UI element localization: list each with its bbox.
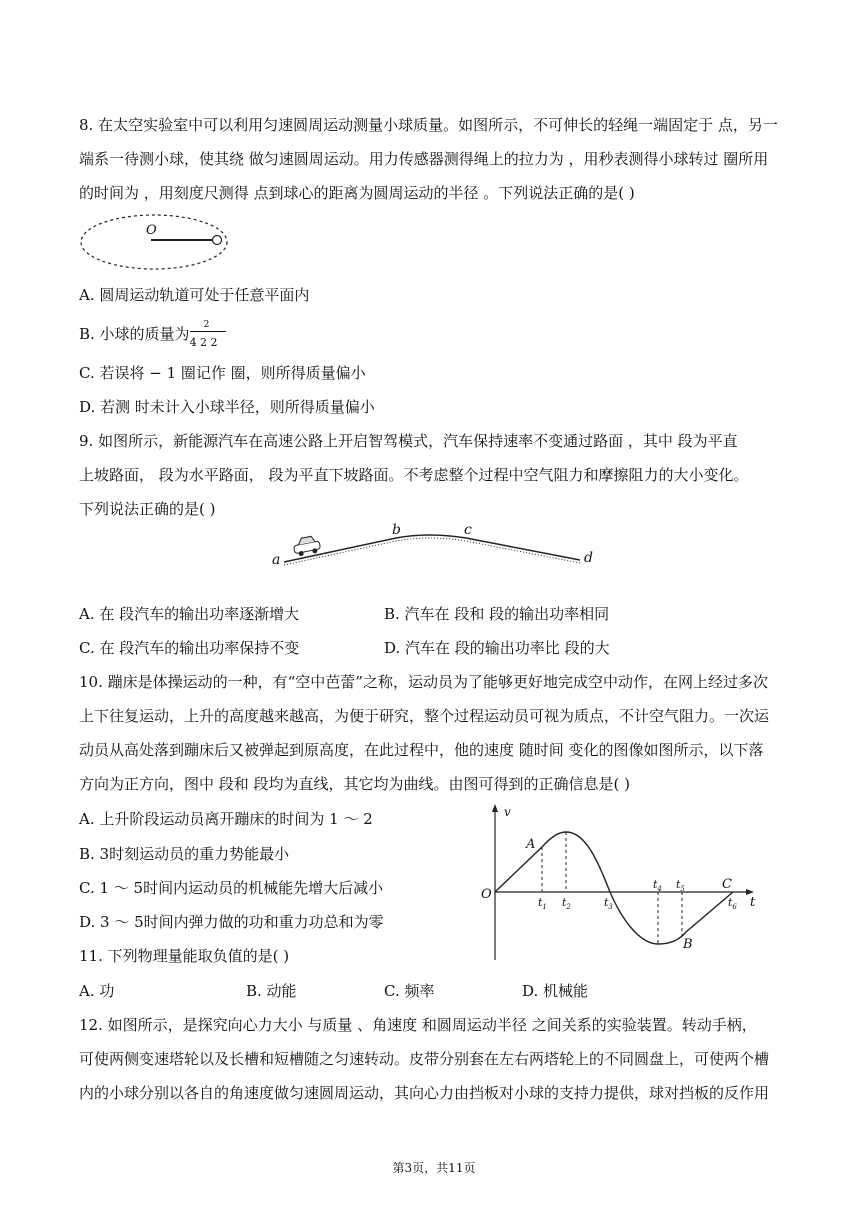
q10-stem-line-1: 10. 蹦床是体操运动的一种，有“空中芭蕾”之称，运动员为了能够更好地完成空中动作，在网上经过多次: [79, 673, 768, 691]
q11-option-d: D. 机械能: [522, 982, 589, 1000]
q9-option-c: C. 在 段汽车的输出功率保持不变: [79, 639, 300, 657]
q8-circular-motion-figure: [78, 212, 238, 274]
q9-option-b: B. 汽车在 段和 段的输出功率相同: [384, 605, 610, 623]
q11-option-a: A. 功: [79, 982, 115, 1000]
q9-stem-line-1: 9. 如图所示，新能源汽车在高速公路上开启智驾模式，汽车保持速率不变通过路面 ，其中 段为平直: [79, 432, 738, 450]
q8-option-a: A. 圆周运动轨道可处于任意平面内: [79, 286, 310, 304]
q9-label-b: b: [392, 522, 401, 538]
q10-option-d: D. 3 ～ 5时间内弹力做的功和重力功总和为零: [79, 913, 384, 931]
q12-stem-line-3: 内的小球分别以各自的角速度做匀速圆周运动，其向心力由挡板对小球的支持力提供，球对挡板的反作用: [79, 1084, 770, 1102]
q8-option-c: C. 若误将 − 1 圈记作 圈，则所得质量偏小: [79, 364, 366, 382]
q8-option-b-fraction: [189, 320, 226, 349]
q10-t-label: t: [750, 895, 756, 910]
q9-label-a: a: [272, 552, 281, 568]
page-footer: 第3页，共11页: [392, 1161, 476, 1175]
q8-ball: [213, 236, 222, 245]
q8-stem-line-1: 8. 在太空实验室中可以利用匀速圆周运动测量小球质量。如图所示，不可伸长的轻绳一端固定于 点，另一: [79, 116, 778, 134]
q9-option-a: A. 在 段汽车的输出功率逐渐增大: [79, 605, 300, 623]
q10-velocity-time-graph: [478, 802, 768, 962]
q8-option-b-text: B. 小球的质量为: [79, 325, 190, 343]
q9-car: [292, 535, 321, 557]
q11-stem: 11. 下列物理量能取负值的是( ): [79, 947, 290, 965]
q8-point-o-label: O: [146, 223, 157, 238]
q10-stem-line-2: 上下往复运动，上升的高度越来越高，为便于研究，整个过程运动员可视为质点，不计空气阻力。一次运: [79, 707, 770, 725]
q12-stem-line-2: 可使两侧变速塔轮以及长槽和短槽随之匀速转动。皮带分别套在左右两塔轮上的不同圆盘上，可使两个槽: [79, 1050, 770, 1068]
q10-v-axis-arrow: [492, 804, 498, 812]
q8-fraction-bar: [190, 331, 226, 332]
q9-road-figure: [268, 520, 598, 576]
q10-tick-t3: $t_3$: [604, 896, 613, 911]
q10-point-c-label: C: [722, 877, 732, 892]
q12-stem-line-1: 12. 如图所示，是探究向心力大小 与质量 、角速度 和圆周运动半径 之间关系的实验装置。转动手柄，: [79, 1016, 757, 1034]
q9-stem-line-3: 下列说法正确的是( ): [79, 500, 216, 518]
q11-option-b: B. 动能: [246, 982, 297, 1000]
q9-option-d: D. 汽车在 段的输出功率比 段的大: [384, 639, 610, 657]
q10-option-a: A. 上升阶段运动员离开蹦床的时间为 1 ～ 2: [79, 810, 373, 828]
q9-label-c: c: [464, 522, 472, 538]
q10-stem-line-4: 方向为正方向，图中 段和 段均为直线，其它均为曲线。由图可得到的正确信息是( ): [79, 775, 631, 793]
q10-tick-t4: $t_4$: [653, 878, 662, 893]
q8-stem-line-3: 的时间为 ，用刻度尺测得 点到球心的距离为圆周运动的半径 。下列说法正确的是( ): [79, 184, 635, 202]
q11-option-c: C. 频率: [384, 982, 435, 1000]
q10-v-label: v: [504, 805, 511, 819]
q10-tick-t2: $t_2$: [562, 896, 571, 911]
q10-tick-t6: $t_6$: [728, 896, 737, 911]
q10-tick-labels: [538, 878, 737, 911]
q8-option-b: [79, 320, 226, 349]
q10-origin-label: O: [481, 887, 492, 902]
q8-option-d: D. 若测 时未计入小球半径，则所得质量偏小: [79, 398, 375, 416]
q8-fraction-numerator: 2: [203, 320, 210, 330]
q9-road-surface: [284, 535, 580, 562]
q10-point-a-label: A: [526, 837, 536, 852]
q10-stem-line-3: 动员从高处落到蹦床后又被弹起到原高度，在此过程中，他的速度 随时间 变化的图像如图所示，以下落: [79, 741, 764, 759]
q10-option-c: C. 1 ～ 5时间内运动员的机械能先增大后减小: [79, 879, 384, 897]
q9-stem-line-2: 上坡路面， 段为水平路面， 段为平直下坡路面。不考虑整个过程中空气阻力和摩擦阻力的大小变化。: [79, 466, 749, 484]
q8-stem-line-2: 端系一待测小球，使其绕 做匀速圆周运动。用力传感器测得绳上的拉力为 ，用秒表测得小球转过 圈所用: [79, 150, 769, 168]
q10-tick-t5: $t_5$: [676, 878, 685, 893]
q10-tick-t1: $t_1$: [538, 896, 547, 911]
q9-label-d: d: [584, 550, 593, 566]
q10-point-b-label: B: [683, 937, 693, 952]
q10-option-b: B. 3时刻运动员的重力势能最小: [79, 845, 290, 863]
q8-fraction-denominator: 4 2 2: [189, 336, 218, 349]
